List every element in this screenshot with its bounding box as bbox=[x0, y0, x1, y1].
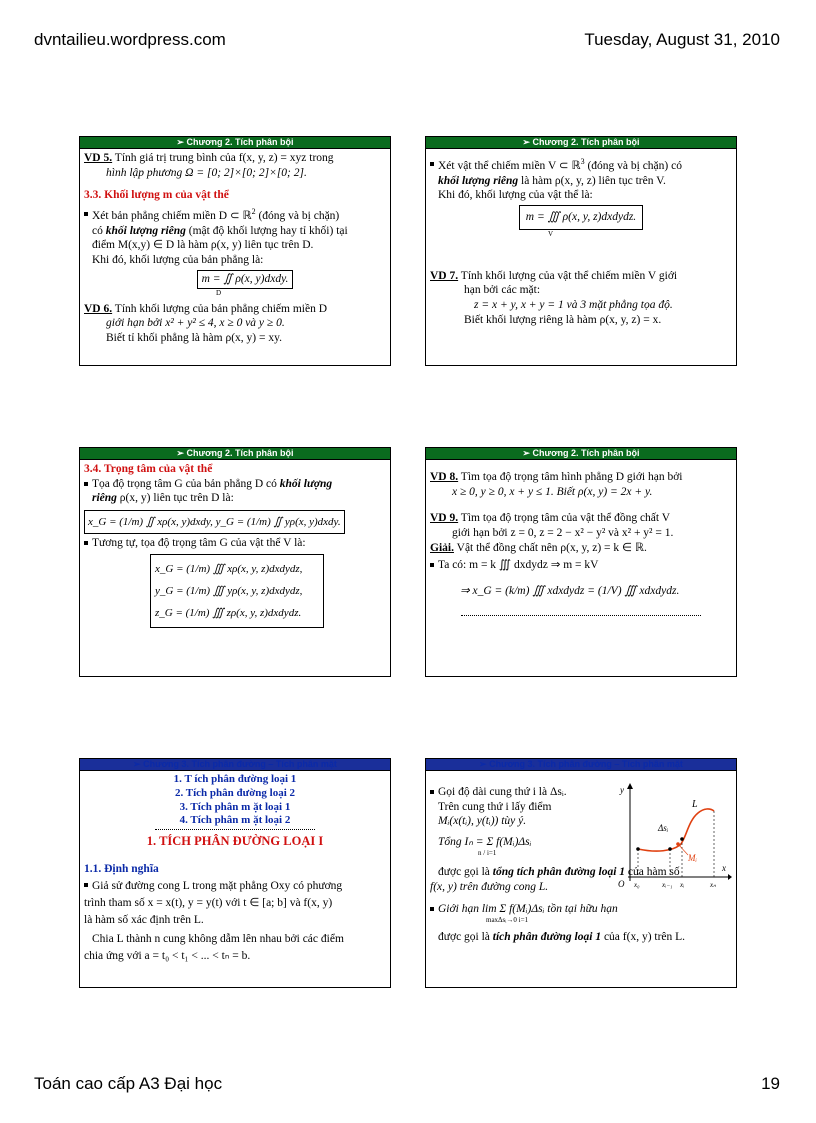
superscript: 2 bbox=[251, 207, 256, 217]
formula-box bbox=[150, 554, 324, 628]
vd6-text3: Biết tỉ khối phẳng là hàm ρ(x, y) = xy. bbox=[106, 331, 282, 344]
tick-label: xₙ bbox=[710, 881, 716, 889]
table-of-contents bbox=[84, 773, 386, 828]
formula-yg: y_G = (1/m) ∭ yρ(x, y, z)dxdydz, bbox=[155, 584, 303, 597]
slide-4 bbox=[425, 447, 737, 677]
bullet-text: Tọa độ trọng tâm G của bản phẳng D có bbox=[92, 477, 280, 490]
bullet-text: là hàm ρ(x, y, z) liên tục trên V. bbox=[518, 174, 666, 187]
vd7-text2: hạn bởi các mặt: bbox=[464, 284, 541, 297]
formula-subscript: D bbox=[216, 288, 222, 297]
slide-bar: ➢ Chương 2. Tích phân bội bbox=[426, 448, 736, 460]
footer-page-number: 19 bbox=[761, 1074, 780, 1093]
point-label: Mᵢ bbox=[688, 853, 697, 863]
toc-item[interactable]: 3. Tích phân m ặt loại 1 bbox=[179, 800, 291, 813]
body-text: của f(x, y) trên L. bbox=[601, 931, 686, 944]
section-heading: 3.3. Khối lượng m của vật thể bbox=[84, 189, 229, 202]
bullet-text: Tương tự, tọa độ trọng tâm G của vật thể V là: bbox=[84, 536, 386, 551]
footer-title: Toán cao cấp A3 Đại học bbox=[34, 1074, 223, 1093]
body-text: được gọi là bbox=[438, 931, 493, 944]
body-text: Khi đó, khối lượng của bản phẳng là: bbox=[92, 254, 264, 267]
vd7-text3: z = x + y, x + y = 1 và 3 mặt phẳng tọa độ. bbox=[474, 299, 673, 312]
vd6-text: Tính khối lượng của bản phẳng chiếm miền D bbox=[112, 302, 328, 315]
emphasis: tích phân đường loại 1 bbox=[492, 931, 602, 944]
formula-subscript: V bbox=[548, 229, 554, 238]
body-text: được gọi là bbox=[438, 865, 493, 878]
emphasis: tổng tích phân đường loại 1 bbox=[492, 865, 626, 878]
section-heading: 3.4. Trọng tâm của vật thể bbox=[84, 463, 213, 475]
slide-3 bbox=[79, 447, 391, 677]
vd9-label: VD 9. bbox=[430, 512, 459, 525]
vd8-text2: x ≥ 0, y ≥ 0, x + y ≤ 1. Biết ρ(x, y) = 2x + y. bbox=[452, 485, 653, 498]
vd6-label: VD 6. bbox=[84, 302, 113, 315]
slide-bar: ➢ Chương 2. Tích phân bội bbox=[80, 448, 390, 460]
dotted-line bbox=[461, 615, 701, 616]
slide-bar: ➢ Chương 2. Tích phân bội bbox=[426, 137, 736, 149]
header-site: dvntailieu.wordpress.com bbox=[34, 30, 226, 49]
body-text: của hàm số bbox=[625, 865, 680, 878]
body-text: f(x, y) trên đường cong L. bbox=[430, 880, 549, 893]
vd5-text2: hình lập phương Ω = [0; 2]×[0; 2]×[0; 2]. bbox=[106, 166, 307, 179]
sum-upper: n bbox=[478, 848, 482, 857]
body-text: trình tham số x = x(t), y = y(t) với t ∈ [a; b] và f(x, y) bbox=[84, 896, 333, 909]
body-text: chia ứng với a = t₀ < t₁ < ... < tₙ = b. bbox=[84, 949, 251, 962]
vd9-text2: giới hạn bởi z = 0, z = 2 − x² − y² và x² + y² = 1. bbox=[452, 527, 674, 540]
body-text: Trên cung thứ i lấy điểm bbox=[438, 800, 552, 813]
giai-text: Vật thể đồng chất nên ρ(x, y, z) = k ∈ ℝ. bbox=[453, 541, 647, 554]
bullet-text: có bbox=[92, 224, 106, 237]
vd7-label: VD 7. bbox=[430, 269, 459, 282]
slide-6 bbox=[425, 758, 737, 988]
origin-label: O bbox=[618, 879, 625, 889]
vd5-label: VD 5. bbox=[84, 152, 113, 164]
toc-item[interactable]: 2. Tích phân đường loại 2 bbox=[174, 786, 296, 799]
limit-formula: Giới hạn lim Σ f(Mᵢ)Δsᵢ tồn tại hữu hạn bbox=[430, 902, 732, 917]
emphasis: riêng bbox=[92, 492, 117, 505]
axis-x-label: x bbox=[722, 863, 726, 873]
header-date: Tuesday, August 31, 2010 bbox=[584, 30, 780, 49]
vd9-text: Tìm tọa độ trọng tâm của vật thể đồng chất V bbox=[458, 512, 671, 525]
vd7-text4: Biết khối lượng riêng là hàm ρ(x, y, z) = x. bbox=[464, 313, 662, 326]
vd7-text: Tính khối lượng của vật thể chiếm miền V giới bbox=[458, 269, 678, 282]
bullet-text: Xét bản phẳng chiếm miền D ⊂ ℝ bbox=[92, 209, 252, 222]
axis-y-label: y bbox=[620, 785, 624, 795]
slide-bar: ➢ Chương 3. Tích phân đường – Tích phân mặt bbox=[80, 759, 390, 771]
vd6-text2: giới hạn bởi x² + y² ≤ 4, x ≥ 0 và y ≥ 0. bbox=[106, 317, 285, 330]
formula-xg: ⇒ x_G = (k/m) ∭ xdxdydz = (1/V) ∭ xdxdydz. bbox=[460, 585, 680, 598]
bullet-text: (mật độ khối lượng hay tỉ khối) tại bbox=[185, 224, 348, 237]
tick-label: xᵢ bbox=[680, 881, 685, 889]
body-text: là hàm số xác định trên L. bbox=[84, 913, 204, 926]
bullet-text: điểm M(x,y) ∈ D là hàm ρ(x, y) liên tục trên D. bbox=[92, 239, 314, 252]
bullet-text: (đóng và bị chặn) có bbox=[584, 159, 682, 172]
arc-label: Δsᵢ bbox=[658, 823, 669, 833]
body-text: Gọi độ dài cung thứ i là Δsᵢ. bbox=[430, 785, 610, 800]
bullet-text: Xét vật thể chiếm miền V ⊂ ℝ bbox=[438, 159, 581, 172]
giai-label: Giải. bbox=[430, 541, 454, 554]
slide-bar: ➢ Chương 2. Tích phân bội bbox=[80, 137, 390, 149]
emphasis: khối lượng riêng bbox=[105, 224, 186, 237]
formula-zg: z_G = (1/m) ∭ zρ(x, y, z)dxdydz. bbox=[155, 606, 302, 619]
tick-label: xᵢ₋₁ bbox=[662, 881, 673, 889]
slide-2 bbox=[425, 136, 737, 366]
formula-box: m = ∬ ρ(x, y)dxdy. bbox=[197, 270, 294, 289]
emphasis: khối lượng bbox=[279, 477, 333, 490]
body-text: Khi đó, khối lượng của vật thể là: bbox=[438, 189, 593, 202]
body-text: Chia L thành n cung không dẫm lên nhau bởi các điểm bbox=[92, 933, 344, 946]
vd8-text: Tìm tọa độ trọng tâm hình phẳng D giới hạn bởi bbox=[458, 471, 683, 483]
vd8-label: VD 8. bbox=[430, 471, 459, 483]
slide-1 bbox=[79, 136, 391, 366]
dotted-line bbox=[155, 829, 315, 830]
formula-box: x_G = (1/m) ∬ xρ(x, y)dxdy, y_G = (1/m) ∬ yρ(x, y)dxdy. bbox=[84, 510, 345, 534]
body-text: Mᵢ(x(tᵢ), y(tᵢ)) tùy ý. bbox=[438, 815, 527, 828]
superscript: 3 bbox=[580, 157, 585, 166]
bullet-text: (đóng và bị chặn) bbox=[255, 209, 340, 222]
limit-subscript: maxΔsᵢ→0 i=1 bbox=[486, 916, 529, 925]
curve-figure bbox=[612, 781, 732, 891]
curve-label: L bbox=[692, 799, 698, 810]
tick-label: x₀ bbox=[634, 881, 640, 889]
sum-formula: Tổng Iₙ = Σ f(Mᵢ)Δsᵢ bbox=[438, 836, 532, 849]
emphasis: khối lượng riêng bbox=[438, 174, 519, 187]
chapter-heading: 1. TÍCH PHÂN ĐƯỜNG LOẠI I bbox=[146, 834, 324, 848]
bullet-text: Ta có: m = k ∭ dxdydz ⇒ m = kV bbox=[430, 558, 732, 573]
formula-box: m = ∭ ρ(x, y, z)dxdydz. bbox=[519, 205, 643, 230]
formula-xg: x_G = (1/m) ∭ xρ(x, y, z)dxdydz, bbox=[155, 562, 303, 575]
body-text: Giả sử đường cong L trong mặt phẳng Oxy có phương bbox=[84, 878, 386, 895]
slide-5 bbox=[79, 758, 391, 988]
bullet-text: ρ(x, y) liên tục trên D là: bbox=[116, 492, 234, 505]
sum-lower: i=1 bbox=[486, 848, 497, 857]
slide-bar: ➢ Chương 3. Tích phân đường – Tích phân mặt bbox=[426, 759, 736, 771]
section-heading: 1.1. Định nghĩa bbox=[84, 862, 159, 875]
vd5-text: Tính giá trị trung bình của f(x, y, z) = xyz trong bbox=[112, 152, 334, 164]
sum-limits: n / i=1 bbox=[478, 848, 497, 857]
toc-item[interactable]: 1. T ích phân đường loại 1 bbox=[173, 773, 297, 785]
toc-item[interactable]: 4. Tích phân m ặt loại 2 bbox=[179, 814, 291, 827]
